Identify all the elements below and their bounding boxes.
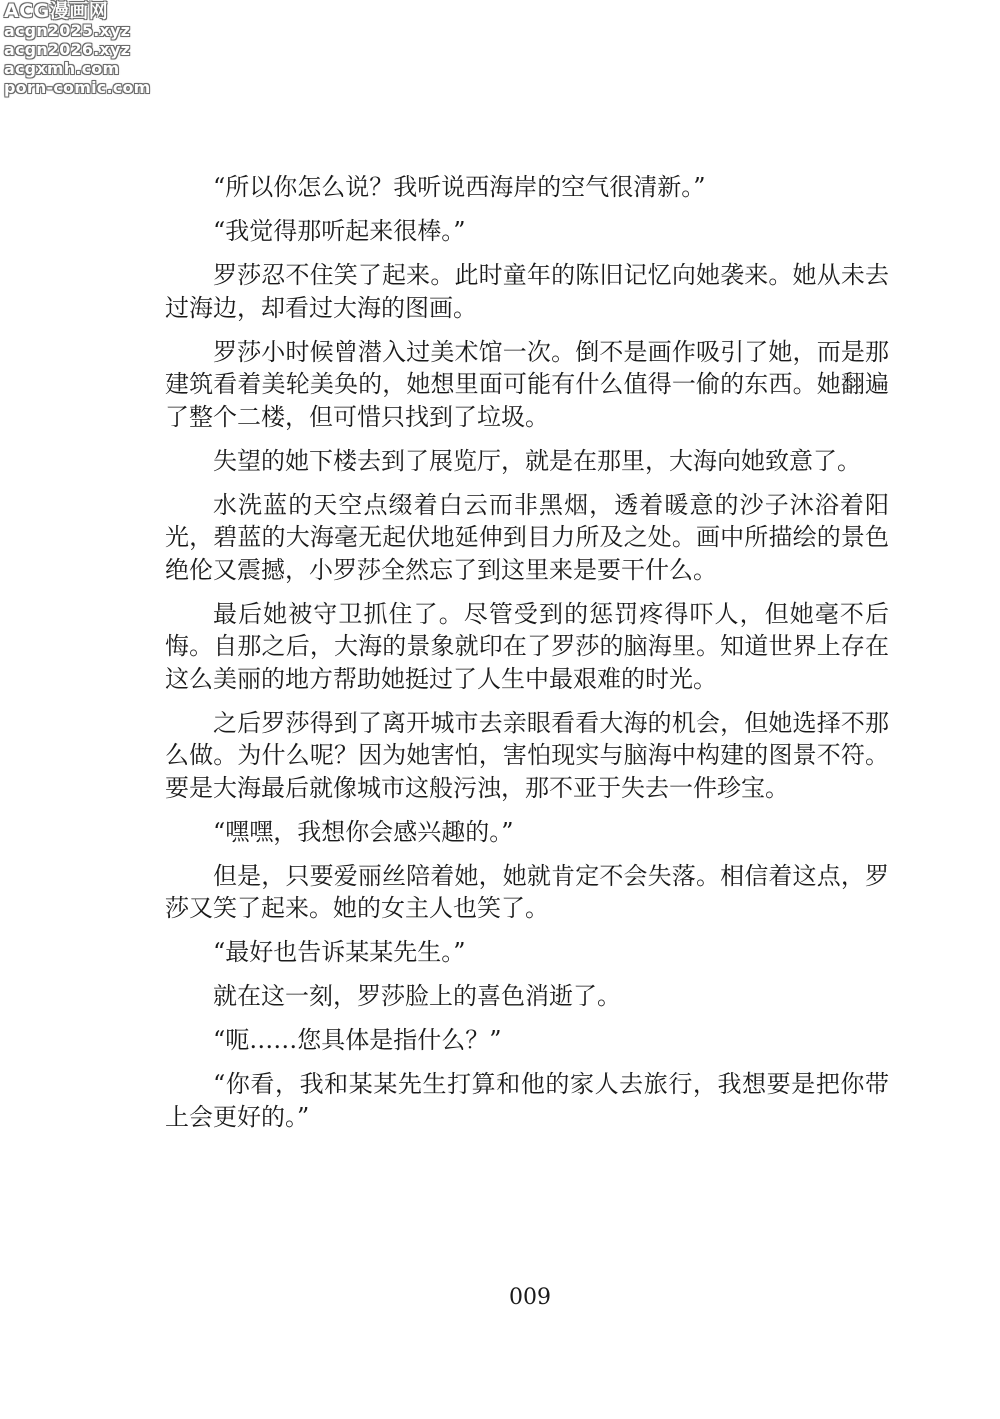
- paragraph: 就在这一刻，罗莎脸上的喜色消逝了。: [213, 982, 621, 1010]
- paragraph-dialogue: “最好也告诉某某先生。”: [213, 938, 466, 966]
- watermark-title: ACG漫画网: [4, 0, 109, 22]
- paragraph: 但是，只要爱丽丝陪着她，她就肯定不会失落。相信着这点，罗莎又笑了起来。她的女主人也笑了。: [165, 861, 889, 922]
- paragraph: 之后罗莎得到了离开城市去亲眼看看大海的机会，但她选择不那么做。为什么呢？因为她害怕，害怕现实与脑海中构建的图景不符。要是大海最后就像城市这般污浊，那不亚于失去一件珍宝。: [165, 708, 889, 802]
- watermark-logo: [4, 2, 154, 97]
- paragraph-dialogue: “我觉得那听起来很棒。”: [213, 217, 466, 245]
- paragraph-dialogue: “你看，我和某某先生打算和他的家人去旅行，我想要是把你带上会更好的。”: [165, 1070, 889, 1131]
- watermark-url: acgxmh.com: [4, 59, 120, 78]
- paragraph: 水洗蓝的天空点缀着白云而非黑烟，透着暖意的沙子沐浴着阳光，碧蓝的大海毫无起伏地延伸到目力所及之处。画中所描绘的景色绝伦又震撼，小罗莎全然忘了到这里来是要干什么。: [165, 490, 889, 584]
- paragraph-dialogue: “嘿嘿，我想你会感兴趣的。”: [213, 817, 514, 846]
- page-number: 009: [509, 1285, 551, 1310]
- paragraph: 罗莎忍不住笑了起来。此时童年的陈旧记忆向她袭来。她从未去过海边，却看过大海的图画。: [165, 261, 889, 322]
- watermark-url: porn-comic.com: [4, 78, 151, 97]
- paragraph-dialogue: “所以你怎么说？我听说西海岸的空气很清新。”: [213, 173, 706, 201]
- paragraph: 失望的她下楼去到了展览厅，就是在那里，大海向她致意了。: [213, 446, 861, 475]
- watermark-url: acgn2026.xyz: [4, 40, 131, 59]
- paragraph: 罗莎小时候曾潜入过美术馆一次。倒不是画作吸引了她，而是那建筑看着美轮美奂的，她想里面可能有什么值得一偷的东西。她翻遍了整个二楼，但可惜只找到了垃圾。: [165, 337, 889, 431]
- paragraph-dialogue: “呃……您具体是指什么？”: [213, 1026, 502, 1054]
- watermark-url: acgn2025.xyz: [4, 21, 131, 40]
- page-body-text: [165, 171, 889, 1145]
- paragraph: 最后她被守卫抓住了。尽管受到的惩罚疼得吓人，但她毫不后悔。自那之后，大海的景象就印在了罗莎的脑海里。知道世界上存在这么美丽的地方帮助她挺过了人生中最艰难的时光。: [165, 599, 889, 693]
